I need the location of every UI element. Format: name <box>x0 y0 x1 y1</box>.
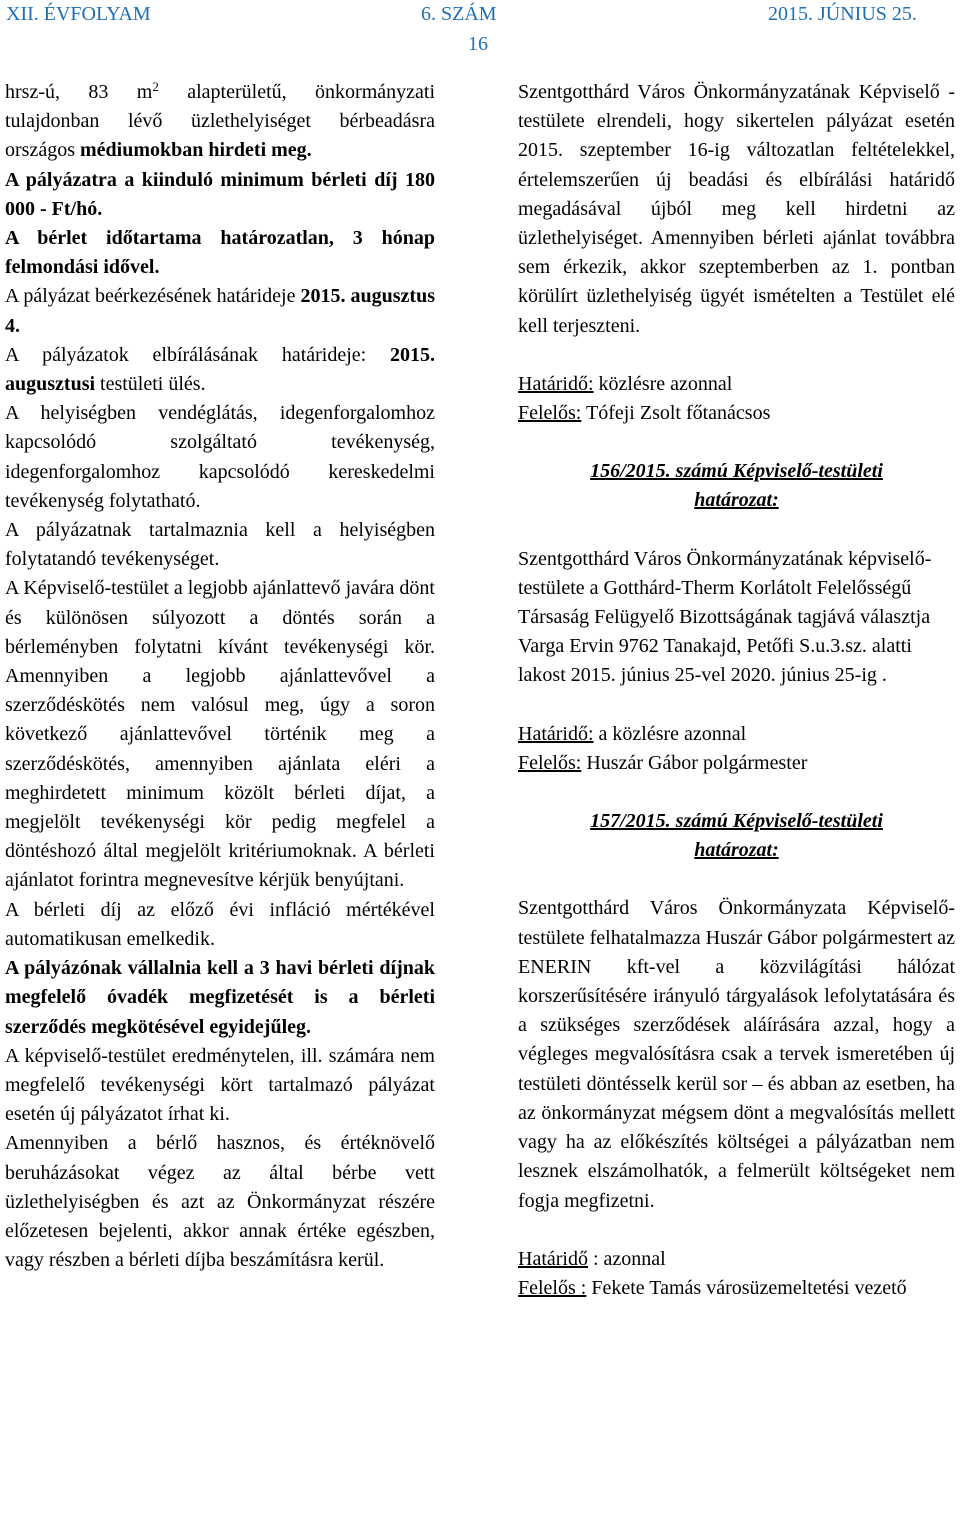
issue-date: 2015. JÚNIUS 25. <box>768 3 917 25</box>
activity-paragraph: A helyiségben vendéglátás, idegenforgalomhoz kapcsolódó szolgáltató tevékenység, idegenforgalomhoz kapcsolódó kereskedelmi tevékenység folytatható. <box>5 402 435 512</box>
unsuccessful-paragraph: A képviselő-testület eredménytelen, ill. számára nem megfelelő tevékenységi kört tartalmazó pályázat esetén új pályázatot írhat ki. <box>5 1044 435 1126</box>
deadline-line-2 <box>518 720 955 749</box>
resolution-heading-157 <box>518 807 955 865</box>
resolution-heading-156 <box>518 457 955 515</box>
responsible-value: Huszár Gábor polgármester <box>581 751 808 774</box>
application-content-paragraph: A pályázatnak tartalmaznia kell a helyiségben folytatandó tevékenységet. <box>5 519 435 571</box>
decision-paragraph: A Képviselő-testület a legjobb ajánlattevő javára dönt és különösen súlyozott a döntés során a bérleményben folytatni kívánt tevékenységi kör. Amennyiben a legjobb ajánlattevővel a szerződéskötés nem valósul meg, úgy a soron következő ajánlattevővel történik meg a szerződéskötés, amennyiben ajánlata eléri a meghirdetett minimum közölt bérleti díjat, a megjelölt tevékenységi kör pedig megfelel a döntéshozó által megjelölt kritériumoknak. A bérleti ajánlatot forintra megnevesítve kérjük benyújtani. <box>5 577 435 892</box>
issue-label: 6. SZÁM <box>421 3 497 25</box>
deadline-value: : azonnal <box>587 1247 666 1270</box>
bold-text: 2015. augusztus 4. <box>5 285 435 337</box>
resolution-text-2: Szentgotthárd Város Önkormányzatának képviselő-testülete a Gotthárd-Therm Korlátolt Felelősségű Társaság Felügyelő Bizottságának tagjává választja Varga Ervin 9762 Tanakajd, Petőfi S.u.3.sz. alatti lakost 2015. június 25-vel 2020. június 25-ig . <box>518 547 932 687</box>
page-header <box>0 2 960 62</box>
resolution-text-1: Szentgotthárd Város Önkormányzatának Képviselő - testülete elrendeli, hogy sikertelen pályázat esetén 2015. szeptember 16-ig változatlan feltételekkel, értelemszerűen új beadási és elbírálási határidő megadásával újból meg kell hirdetni az üzlethelyiséget. Amennyiben bérleti ajánlat továbbra sem érkezik, akkor szeptemberben az 1. pontban körülírt üzlethelyiség ügyét ismételten a Testület elé kell terjeszteni. <box>518 81 955 337</box>
responsible-line-1 <box>518 399 955 428</box>
inflation-paragraph: A bérleti díj az előző évi infláció mértékével automatikusan emelkedik. <box>5 898 435 950</box>
volume-label: XII. ÉVFOLYAM <box>6 3 151 25</box>
heading-line: 156/2015. számú Képviselő-testületi <box>590 460 883 483</box>
superscript: 2 <box>152 79 159 94</box>
deposit-paragraph: A pályázónak vállalnia kell a 3 havi bérleti díjnak megfelelő óvadék megfizetését is a bérleti szerződés megkötésével egyidejűleg. <box>5 957 435 1038</box>
investment-paragraph: Amennyiben a bérlő hasznos, és értéknövelő beruházásokat végez az által bérbe vett üzlethelyiségben és azt az Önkormányzat részére előzetesen bejelenti, akkor annak értéke egészben, vagy részben a bérleti díjba beszámításra kerül. <box>5 1132 435 1272</box>
resolution-text-3: Szentgotthárd Város Önkormányzata Képviselő-testülete felhatalmazza Huszár Gábor polgármestert az ENERIN kft-vel a közvilágítási hálózat korszerűsítésére irányuló tárgyalások lefolytatására és a szükséges szerződések aláírására azzal, hogy a végleges megvalósításra csak a tervek ismeretében új testületi döntésselk kerül sor – és abban az esetben, ha az önkormányzat mégsem dönt a megvalósítás mellett vagy ha az előkészítés költségei a pályázatban nem lesznek elszámolhatók, a felmerült költségeket nem fogja megfizetni. <box>518 897 956 1212</box>
text-run: A pályázatok elbírálásának határideje: <box>5 343 390 366</box>
left-column <box>5 78 435 1275</box>
page-number: 16 <box>468 33 488 55</box>
deadline-value: a közlésre azonnal <box>593 722 747 745</box>
deadline-label: Határidő: <box>518 372 594 395</box>
deadline-line-3 <box>518 1245 955 1274</box>
text-run: A pályázat beérkezésének határideje <box>5 285 301 308</box>
heading-line: 157/2015. számú Képviselő-testületi <box>590 810 883 833</box>
bold-text: médiumokban hirdeti meg. <box>79 139 312 162</box>
responsible-label: Felelős: <box>518 751 582 774</box>
responsible-value: Tófeji Zsolt főtanácsos <box>581 402 771 425</box>
deadline-value: közlésre azonnal <box>593 372 733 395</box>
evaluation-paragraph <box>5 341 435 399</box>
responsible-line-2 <box>518 749 955 778</box>
text-run: hrsz-ú, 83 m <box>5 81 153 103</box>
responsible-label: Felelős: <box>518 402 582 425</box>
text-run: testületi ülés. <box>95 373 206 396</box>
bold-text: 2015. augusztusi <box>5 343 435 396</box>
right-column <box>518 78 955 1303</box>
responsible-label: Felelős : <box>518 1276 587 1299</box>
minimum-fee-paragraph: A pályázatra a kiinduló minimum bérleti díj 180 000 - Ft/hó. <box>5 168 435 220</box>
deadline-paragraph <box>5 282 435 340</box>
heading-line: határozat: <box>694 839 779 862</box>
heading-line: határozat: <box>694 489 779 512</box>
deadline-label: Határidő: <box>518 722 594 745</box>
responsible-line-3 <box>518 1274 955 1303</box>
responsible-value: Fekete Tamás városüzemeltetési vezető <box>586 1276 907 1299</box>
deadline-label: Határidő <box>518 1247 588 1270</box>
premises-paragraph <box>5 78 435 166</box>
deadline-line-1 <box>518 370 955 399</box>
lease-duration-paragraph: A bérlet időtartama határozatlan, 3 hónap felmondási idővel. <box>5 227 435 279</box>
text-run: alapterületű, önkormányzati tulajdonban lévő üzlethelyiséget bérbeadásra országos <box>5 81 435 162</box>
